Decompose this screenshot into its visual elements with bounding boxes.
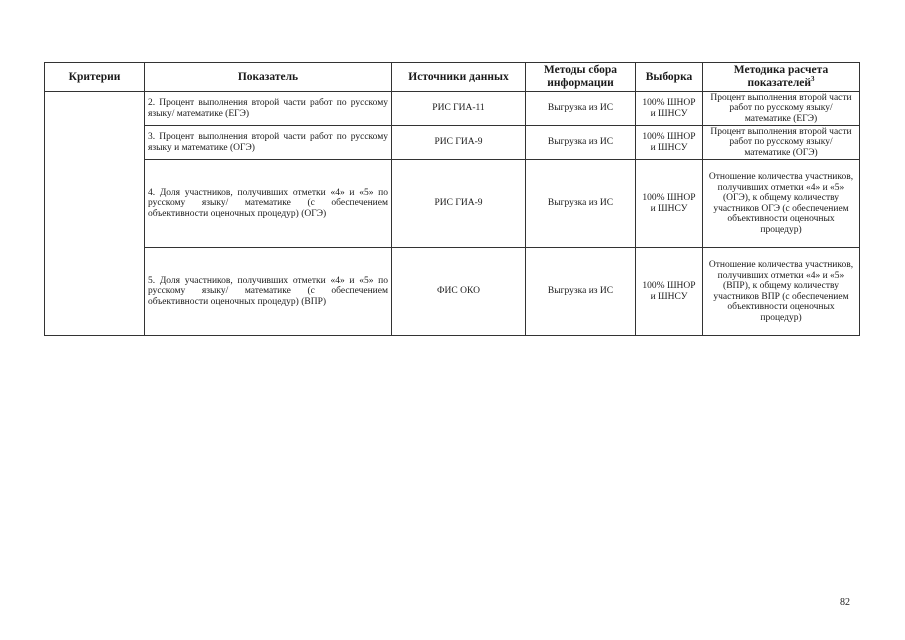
sample-cell: 100% ШНОР и ШНСУ (636, 92, 703, 126)
table-header-row (45, 63, 860, 92)
method-cell: Выгрузка из ИС (526, 92, 636, 126)
header-sources: Источники данных (392, 63, 526, 92)
table-row (45, 92, 860, 126)
sample-cell: 100% ШНОР и ШНСУ (636, 248, 703, 336)
indicator-cell: 5. Доля участников, получивших отметки «4» и «5» по русскому языку/ математике (с обеспечением объективности оценочных процедур) (ВПР) (145, 248, 392, 336)
table-row (45, 126, 860, 160)
header-calc (703, 63, 860, 92)
header-criteria: Критерии (45, 63, 145, 92)
method-cell: Выгрузка из ИС (526, 126, 636, 160)
method-cell: Выгрузка из ИС (526, 248, 636, 336)
header-sample: Выборка (636, 63, 703, 92)
table-row (45, 248, 860, 336)
source-cell: РИС ГИА-11 (392, 92, 526, 126)
calc-cell: Процент выполнения второй части работ по русскому языку/ математике (ЕГЭ) (703, 92, 860, 126)
criteria-table (44, 62, 860, 336)
sample-cell: 100% ШНОР и ШНСУ (636, 126, 703, 160)
indicator-cell: 2. Процент выполнения второй части работ по русскому языку/ математике (ЕГЭ) (145, 92, 392, 126)
source-cell: РИС ГИА-9 (392, 126, 526, 160)
source-cell: ФИС ОКО (392, 248, 526, 336)
indicator-cell: 3. Процент выполнения второй части работ по русскому языку и математике (ОГЭ) (145, 126, 392, 160)
table-row (45, 160, 860, 248)
footnote-marker: 3 (811, 75, 815, 84)
calc-cell: Процент выполнения второй части работ по русскому языку/ математике (ОГЭ) (703, 126, 860, 160)
calc-cell: Отношение количества участников, получивших отметки «4» и «5» (ВПР), к общему количеству участников ВПР (с обеспечением объективности оценочных процедур) (703, 248, 860, 336)
header-calc-text: Методика расчета показателей (733, 64, 829, 89)
header-methods: Методы сбора информации (526, 63, 636, 92)
indicator-cell: 4. Доля участников, получивших отметки «4» и «5» по русскому языку/ математике (с обеспечением объективности оценочных процедур) (ОГЭ) (145, 160, 392, 248)
calc-cell: Отношение количества участников, получивших отметки «4» и «5» (ОГЭ), к общему количеству участников ОГЭ (с обеспечением объективности оценочных процедур) (703, 160, 860, 248)
header-indicator: Показатель (145, 63, 392, 92)
source-cell: РИС ГИА-9 (392, 160, 526, 248)
method-cell: Выгрузка из ИС (526, 160, 636, 248)
page-number: 82 (840, 597, 850, 608)
criteria-cell (45, 92, 145, 336)
sample-cell: 100% ШНОР и ШНСУ (636, 160, 703, 248)
